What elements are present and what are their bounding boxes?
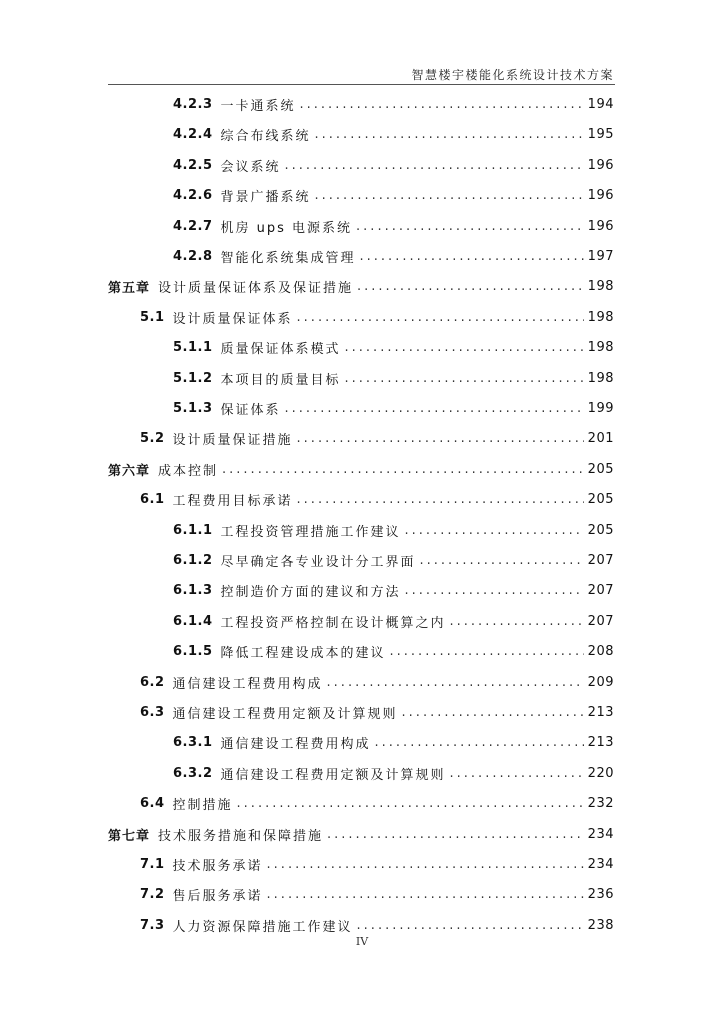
toc-entry-page: 238 [587, 917, 614, 933]
toc-entry[interactable] [140, 702, 614, 722]
toc-entry-number: 7.2 [140, 886, 165, 902]
toc-leader-dots [375, 735, 584, 750]
toc-entry-number: 5.2 [140, 430, 165, 446]
toc-entry-number: 6.1.4 [173, 613, 213, 629]
toc-entry-title: 智能化系统集成管理 [220, 250, 356, 266]
toc-entry-page: 198 [587, 339, 614, 355]
toc-entry[interactable] [173, 337, 614, 357]
header-title: 智慧楼宇楼能化系统设计技术方案 [411, 68, 614, 82]
toc-entry-page: 198 [587, 309, 614, 325]
toc-entry-title: 工程投资管理措施工作建议 [220, 524, 401, 540]
toc-entry-page: 205 [587, 491, 614, 507]
toc-leader-dots [402, 705, 584, 720]
toc-entry-title: 成本控制 [158, 463, 219, 479]
toc-entry-number: 6.4 [140, 795, 165, 811]
toc-entry-page: 195 [587, 126, 614, 142]
toc-entry-title: 设计质量保证体系及保证措施 [158, 280, 354, 296]
toc-entry[interactable] [140, 854, 614, 874]
toc-entry-number: 4.2.6 [173, 187, 213, 203]
toc-entry-title: 质量保证体系模式 [220, 341, 341, 357]
toc-entry-number: 6.1.1 [173, 522, 213, 538]
toc-leader-dots [405, 523, 584, 538]
toc-entry[interactable] [108, 276, 614, 296]
toc-entry-page: 205 [587, 522, 614, 538]
toc-entry-title: 通信建设工程费用定额及计算规则 [220, 767, 446, 783]
toc-entry-title: 控制措施 [172, 797, 233, 813]
toc-entry-page: 207 [587, 582, 614, 598]
toc-leader-dots [450, 766, 584, 781]
toc-leader-dots [450, 614, 584, 629]
toc-entry-page: 208 [587, 643, 614, 659]
toc-entry-number: 6.1.3 [173, 582, 213, 598]
toc-leader-dots [237, 796, 584, 811]
toc-leader-dots [356, 219, 584, 234]
toc-entry-page: 199 [587, 400, 614, 416]
toc-entry-title: 售后服务承诺 [172, 888, 263, 904]
toc-leader-dots [267, 857, 584, 872]
toc-entry-page: 209 [587, 674, 614, 690]
toc-entry[interactable] [140, 915, 614, 935]
toc-entry[interactable] [140, 307, 614, 327]
toc-entry-title: 一卡通系统 [220, 98, 296, 114]
toc-entry-number: 4.2.3 [173, 96, 213, 112]
toc-entry-page: 213 [587, 704, 614, 720]
toc-entry-page: 196 [587, 218, 614, 234]
toc-leader-dots [327, 827, 584, 842]
toc-leader-dots [285, 158, 584, 173]
toc-entry-number: 6.1.2 [173, 552, 213, 568]
toc-entry[interactable] [140, 672, 614, 692]
toc-entry-page: 205 [587, 461, 614, 477]
toc-leader-dots [315, 127, 584, 142]
toc-entry-title: 保证体系 [220, 402, 281, 418]
toc-entry[interactable] [108, 459, 614, 479]
toc-entry[interactable] [173, 216, 614, 236]
toc-entry[interactable] [173, 124, 614, 144]
toc-leader-dots [297, 431, 584, 446]
toc-entry-title: 技术服务承诺 [172, 858, 263, 874]
toc-entry[interactable] [173, 763, 614, 783]
toc-entry[interactable] [173, 550, 614, 570]
toc-entry-number: 4.2.8 [173, 248, 213, 264]
toc-entry-number: 6.3.2 [173, 765, 213, 781]
toc-entry[interactable] [173, 155, 614, 175]
toc-entry-number: 第五章 [108, 280, 151, 296]
toc-leader-dots [405, 583, 584, 598]
toc-entry-title: 本项目的质量目标 [220, 372, 341, 388]
toc-entry-number: 6.1 [140, 491, 165, 507]
toc-entry-page: 236 [587, 886, 614, 902]
toc-entry-page: 196 [587, 157, 614, 173]
toc-entry-number: 6.1.5 [173, 643, 213, 659]
toc-entry-number: 第六章 [108, 463, 151, 479]
toc-entry-title: 背景广播系统 [220, 189, 311, 205]
toc-leader-dots [420, 553, 584, 568]
toc-entry[interactable] [173, 641, 614, 661]
toc-entry[interactable] [173, 732, 614, 752]
toc-entry-page: 207 [587, 552, 614, 568]
toc-entry-title: 降低工程建设成本的建议 [220, 645, 386, 661]
toc-leader-dots [297, 310, 584, 325]
toc-entry[interactable] [173, 94, 614, 114]
toc-entry-page: 220 [587, 765, 614, 781]
toc-leader-dots [327, 675, 584, 690]
toc-entry-title: 通信建设工程费用构成 [172, 676, 323, 692]
toc-leader-dots [315, 188, 584, 203]
toc-entry-title: 通信建设工程费用定额及计算规则 [172, 706, 398, 722]
toc-entry-number: 5.1 [140, 309, 165, 325]
toc-leader-dots [357, 279, 584, 294]
toc-entry-number: 4.2.7 [173, 218, 213, 234]
toc-entry-title: 控制造价方面的建议和方法 [220, 584, 401, 600]
toc-leader-dots [390, 644, 584, 659]
toc-leader-dots [345, 371, 584, 386]
toc-entry-number: 6.3 [140, 704, 165, 720]
toc-entry[interactable] [173, 580, 614, 600]
toc-entry-number: 4.2.4 [173, 126, 213, 142]
toc-entry-title: 综合布线系统 [220, 128, 311, 144]
toc-leader-dots [285, 401, 584, 416]
toc-entry[interactable] [173, 185, 614, 205]
toc-entry-page: 234 [587, 856, 614, 872]
toc-entry-number: 7.3 [140, 917, 165, 933]
toc-entry-number: 6.2 [140, 674, 165, 690]
toc-entry-number: 5.1.1 [173, 339, 213, 355]
toc-entry-title: 机房 ups 电源系统 [220, 220, 353, 236]
toc-entry[interactable] [140, 489, 614, 509]
toc-entry[interactable] [173, 368, 614, 388]
toc-entry-title: 工程费用目标承诺 [172, 493, 293, 509]
toc-leader-dots [300, 97, 584, 112]
toc-entry-page: 201 [587, 430, 614, 446]
toc-leader-dots [360, 249, 584, 264]
toc-entry-title: 技术服务措施和保障措施 [158, 828, 324, 844]
toc-entry-page: 194 [587, 96, 614, 112]
toc-entry[interactable] [173, 611, 614, 631]
toc-entry-page: 198 [587, 278, 614, 294]
toc-entry-page: 197 [587, 248, 614, 264]
toc-entry-page: 196 [587, 187, 614, 203]
toc-entry-title: 尽早确定各专业设计分工界面 [220, 554, 416, 570]
toc-entry-page: 213 [587, 734, 614, 750]
toc-entry-number: 4.2.5 [173, 157, 213, 173]
toc-entry[interactable] [173, 398, 614, 418]
toc-entry-page: 232 [587, 795, 614, 811]
toc-leader-dots [345, 340, 584, 355]
toc-entry[interactable] [173, 520, 614, 540]
footer-page-number: IV [355, 935, 369, 948]
toc-entry-title: 设计质量保证措施 [172, 432, 293, 448]
toc-entry[interactable] [140, 793, 614, 813]
toc-entry-title: 会议系统 [220, 159, 281, 175]
toc-entry[interactable] [140, 884, 614, 904]
toc-entry-page: 198 [587, 370, 614, 386]
toc-entry-title: 工程投资严格控制在设计概算之内 [220, 615, 446, 631]
toc-entry-title: 设计质量保证体系 [172, 311, 293, 327]
toc-entry-title: 通信建设工程费用构成 [220, 736, 371, 752]
toc-entry-title: 人力资源保障措施工作建议 [172, 919, 353, 935]
toc-entry-number: 第七章 [108, 828, 151, 844]
toc-leader-dots [297, 492, 584, 507]
toc-entry-page: 234 [587, 826, 614, 842]
toc-leader-dots [222, 462, 584, 477]
toc-leader-dots [267, 887, 584, 902]
toc-entry-number: 5.1.3 [173, 400, 213, 416]
toc-entry-number: 6.3.1 [173, 734, 213, 750]
toc-entry[interactable] [173, 246, 614, 266]
toc-entry-number: 5.1.2 [173, 370, 213, 386]
toc-entry[interactable] [108, 824, 614, 844]
toc-entry-page: 207 [587, 613, 614, 629]
toc-leader-dots [357, 918, 584, 933]
toc-entry[interactable] [140, 428, 614, 448]
toc-entry-number: 7.1 [140, 856, 165, 872]
